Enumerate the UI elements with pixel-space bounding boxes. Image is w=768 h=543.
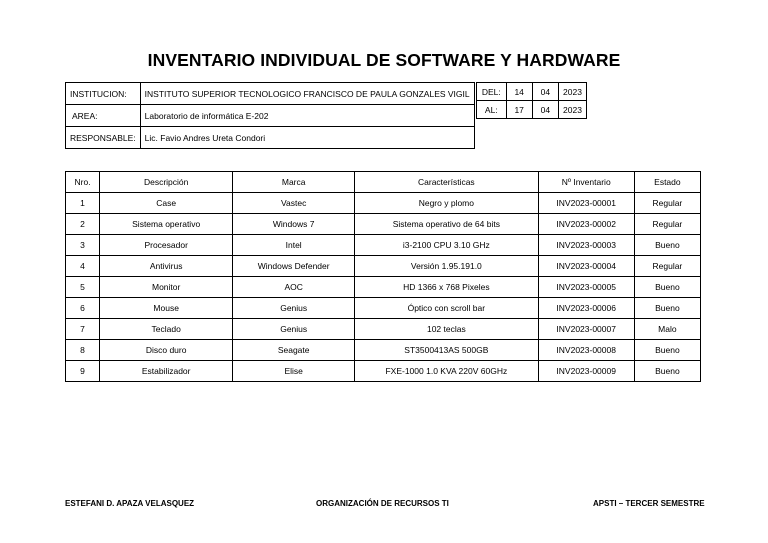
cell-marca: Elise: [233, 361, 355, 382]
cell-marca: Intel: [233, 235, 355, 256]
cell-nro: 2: [66, 214, 100, 235]
cell-marca: Windows 7: [233, 214, 355, 235]
cell-caracteristicas: i3-2100 CPU 3.10 GHz: [355, 235, 539, 256]
cell-caracteristicas: ST3500413AS 500GB: [355, 340, 539, 361]
del-label: DEL:: [477, 83, 507, 101]
cell-estado: Regular: [634, 214, 700, 235]
cell-descripcion: Estabilizador: [100, 361, 233, 382]
date-range-table: [476, 82, 587, 119]
cell-estado: Bueno: [634, 277, 700, 298]
cell-descripcion: Disco duro: [100, 340, 233, 361]
del-day: 14: [506, 83, 532, 101]
cell-nro: 3: [66, 235, 100, 256]
cell-descripcion: Case: [100, 193, 233, 214]
cell-descripcion: Antivirus: [100, 256, 233, 277]
cell-nro: 6: [66, 298, 100, 319]
cell-inventario: INV2023-00009: [538, 361, 634, 382]
cell-nro: 1: [66, 193, 100, 214]
table-row: [66, 298, 701, 319]
cell-inventario: INV2023-00007: [538, 319, 634, 340]
table-row: [66, 340, 701, 361]
cell-caracteristicas: Versión 1.95.191.0: [355, 256, 539, 277]
cell-caracteristicas: FXE-1000 1.0 KVA 220V 60GHz: [355, 361, 539, 382]
cell-marca: AOC: [233, 277, 355, 298]
responsable-row: [66, 127, 475, 149]
header-inventario: Nº Inventario: [538, 172, 634, 193]
cell-nro: 4: [66, 256, 100, 277]
cell-caracteristicas: Óptico con scroll bar: [355, 298, 539, 319]
inventory-body: [66, 193, 701, 382]
del-month: 04: [532, 83, 558, 101]
del-row: [477, 83, 587, 101]
cell-nro: 9: [66, 361, 100, 382]
cell-caracteristicas: 102 teclas: [355, 319, 539, 340]
table-row: [66, 319, 701, 340]
cell-caracteristicas: Negro y plomo: [355, 193, 539, 214]
area-value: Laboratorio de informática E-202: [140, 105, 474, 127]
cell-marca: Vastec: [233, 193, 355, 214]
page-title: INVENTARIO INDIVIDUAL DE SOFTWARE Y HARDWARE: [147, 50, 621, 70]
footer-author: ESTEFANI D. APAZA VELASQUEZ: [65, 499, 195, 508]
cell-descripcion: Procesador: [100, 235, 233, 256]
footer-program: APSTI – TERCER SEMESTRE: [593, 499, 705, 508]
del-year: 2023: [558, 83, 586, 101]
cell-inventario: INV2023-00002: [538, 214, 634, 235]
cell-estado: Bueno: [634, 235, 700, 256]
cell-nro: 8: [66, 340, 100, 361]
header-descripcion: Descripción: [100, 172, 233, 193]
responsable-value: Lic. Favio Andres Ureta Condori: [140, 127, 474, 149]
inventory-table: [65, 171, 701, 382]
cell-estado: Bueno: [634, 298, 700, 319]
institucion-value: INSTITUTO SUPERIOR TECNOLOGICO FRANCISCO DE PAULA GONZALES VIGIL: [140, 83, 474, 105]
cell-estado: Bueno: [634, 361, 700, 382]
cell-descripcion: Monitor: [100, 277, 233, 298]
cell-marca: Windows Defender: [233, 256, 355, 277]
cell-inventario: INV2023-00006: [538, 298, 634, 319]
header-nro: Nro.: [66, 172, 100, 193]
cell-inventario: INV2023-00001: [538, 193, 634, 214]
cell-estado: Regular: [634, 193, 700, 214]
cell-estado: Malo: [634, 319, 700, 340]
al-month: 04: [532, 101, 558, 119]
cell-inventario: INV2023-00005: [538, 277, 634, 298]
table-row: [66, 235, 701, 256]
responsable-label: RESPONSABLE:: [66, 127, 141, 149]
cell-descripcion: Teclado: [100, 319, 233, 340]
table-row: [66, 277, 701, 298]
table-row: [66, 256, 701, 277]
cell-caracteristicas: HD 1366 x 768 Pixeles: [355, 277, 539, 298]
footer-course: ORGANIZACIÓN DE RECURSOS TI: [316, 499, 449, 508]
cell-nro: 7: [66, 319, 100, 340]
table-row: [66, 193, 701, 214]
header-caracteristicas: Características: [355, 172, 539, 193]
table-row: [66, 361, 701, 382]
cell-marca: Genius: [233, 319, 355, 340]
al-year: 2023: [558, 101, 586, 119]
info-table: [65, 82, 475, 149]
al-day: 17: [506, 101, 532, 119]
cell-caracteristicas: Sistema operativo de 64 bits: [355, 214, 539, 235]
table-row: [66, 214, 701, 235]
institucion-row: [66, 83, 475, 105]
cell-descripcion: Sistema operativo: [100, 214, 233, 235]
cell-inventario: INV2023-00003: [538, 235, 634, 256]
cell-estado: Regular: [634, 256, 700, 277]
al-row: [477, 101, 587, 119]
area-label: AREA:: [66, 105, 141, 127]
table-header-row: [66, 172, 701, 193]
institucion-label: INSTITUCION:: [66, 83, 141, 105]
cell-marca: Seagate: [233, 340, 355, 361]
cell-inventario: INV2023-00004: [538, 256, 634, 277]
al-label: AL:: [477, 101, 507, 119]
cell-estado: Bueno: [634, 340, 700, 361]
cell-inventario: INV2023-00008: [538, 340, 634, 361]
cell-descripcion: Mouse: [100, 298, 233, 319]
header-estado: Estado: [634, 172, 700, 193]
cell-nro: 5: [66, 277, 100, 298]
area-row: [66, 105, 475, 127]
cell-marca: Genius: [233, 298, 355, 319]
header-marca: Marca: [233, 172, 355, 193]
